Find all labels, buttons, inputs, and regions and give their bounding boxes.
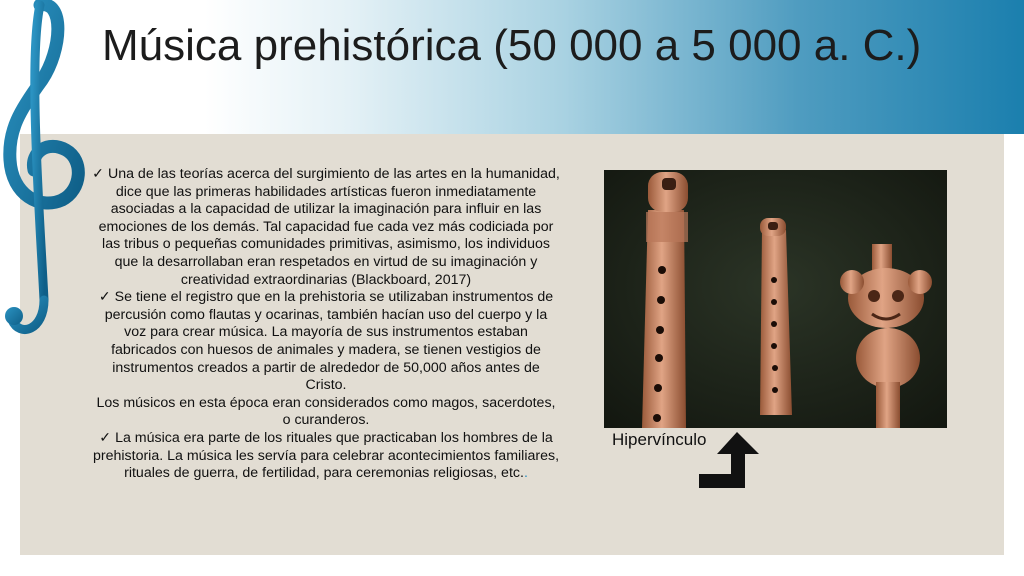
check-bullet: ✓ (99, 429, 112, 446)
slide-title: Música prehistórica (50 000 a 5 000 a. C.) (102, 21, 922, 70)
return-arrow-icon[interactable] (697, 432, 759, 488)
paragraph-4: ✓ La música era parte de los rituales que practicaban los hombres de la prehistoria. La música les servía para celebrar acontecimientos familiares, rituales de guerra, de fertilidad, para ceremonias religiosas, etc.. (92, 429, 560, 482)
accent-dot: . (523, 465, 528, 482)
check-bullet: ✓ (98, 289, 111, 306)
flute-large (642, 172, 688, 428)
paragraph-2: ✓ Se tiene el registro que en la prehistoria se utilizaban instrumentos de percusión como flautas y ocarinas, también hacían uso del cuerpo y la voz para crear música. La mayoría de sus instrumentos estaban fabricados con huesos de animales y madera, se tienen vestigios de instrumentos creados a partir de alrededor de 50,000 años antes de Cristo. (98, 289, 554, 394)
prehistoric-flutes-photo (604, 170, 947, 428)
treble-clef-icon (0, 0, 90, 350)
hyperlink-label[interactable]: Hipervínculo (612, 430, 707, 449)
paragraph-3: Los músicos en esta época eran considerados como magos, sacerdotes, o curanderos. (96, 394, 556, 429)
body-text (92, 166, 560, 483)
paragraph-1: ✓ Una de las teorías acerca del surgimiento de las artes en la humanidad, dice que las primeras habilidades artísticas fueron inmediatamente asociadas a la capacidad de utilizar la imaginación para influir en las emociones de los demás. Tal capacidad fue cada vez más codiciada por las tribus o pequeñas comunidades primitivas, asimismo, los individuos que la desarrollaban eran respetados en virtud de su imaginación y creatividad extraordinarias (Blackboard, 2017) (92, 166, 560, 288)
check-bullet: ✓ (92, 166, 105, 182)
